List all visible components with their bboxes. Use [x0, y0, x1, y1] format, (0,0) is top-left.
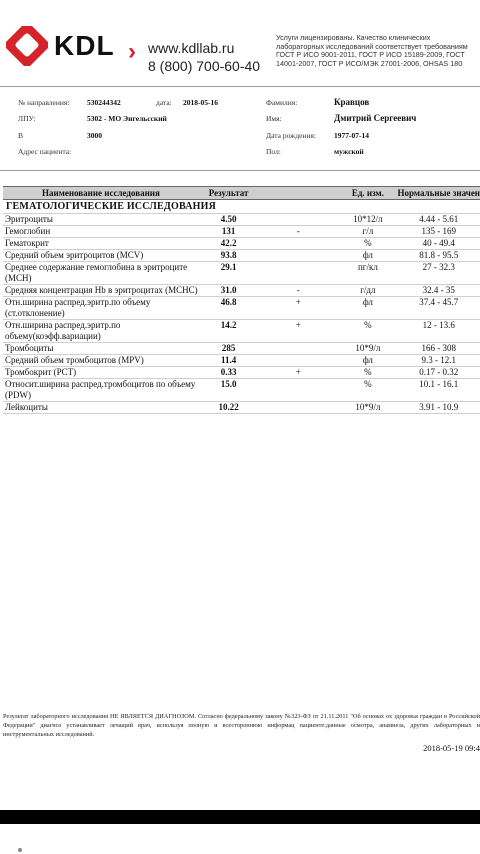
cell-norm: 135 - 169	[398, 226, 480, 238]
bottom-bar	[0, 810, 480, 824]
col-header-name: Наименование исследования	[3, 187, 199, 200]
logo-mark-icon	[6, 26, 48, 66]
table-row	[3, 343, 480, 355]
col-header-result: Результат	[199, 187, 258, 200]
dob-label: Дата рождения:	[266, 131, 317, 140]
table-row	[3, 285, 480, 297]
cell-unit: 10*9/л	[338, 343, 397, 355]
cell-flag	[258, 238, 338, 250]
col-header-norm: Нормальные значен	[397, 188, 480, 198]
sex-value: мужской	[334, 147, 364, 156]
cell-flag: -	[258, 226, 338, 238]
cell-result: 0.33	[199, 367, 258, 379]
cell-result: 42.2	[199, 238, 258, 250]
table-row	[3, 320, 480, 343]
cell-unit: фл	[338, 250, 397, 262]
cell-name: Тромбоциты	[3, 343, 199, 355]
cell-flag	[258, 355, 338, 367]
table-row	[3, 297, 480, 320]
date-label: дата:	[156, 98, 172, 107]
table-row	[3, 402, 480, 414]
cell-name: Тромбокрит (PCT)	[3, 367, 199, 379]
cell-unit: 10*9/л	[338, 402, 397, 414]
cell-flag	[258, 402, 338, 414]
col-header-unit: Ед. изм.	[338, 187, 397, 200]
table-row	[3, 355, 480, 367]
report-header	[0, 0, 480, 80]
cell-norm: 4.44 - 5.61	[398, 214, 480, 226]
cell-result: 131	[199, 226, 258, 238]
table-header-row	[3, 187, 480, 200]
cell-flag: +	[258, 320, 338, 343]
kdl-logo	[6, 26, 126, 66]
cell-name: Эритроциты	[3, 214, 199, 226]
disclaimer-text: Результат лабораторного исследования НЕ ЯВЛЯЕТСЯ ДИАГНОЗОМ. Согласно федеральному закону №323-ФЗ от 21.11.2011 "Об основах ох здоровья граждан в Российской Федерации" диагноз устанавливает лечащий врач, используя полную и всестороннюю информац пациенте:данные осмотра, анамнеза, других лабораторных и инструментальных исследований.	[3, 713, 480, 738]
cell-result: 10.22	[199, 402, 258, 414]
cell-flag: +	[258, 297, 338, 320]
cell-result: 285	[199, 343, 258, 355]
table-row	[3, 367, 480, 379]
cell-result: 31.0	[199, 285, 258, 297]
cell-norm: 81.8 - 95.5	[398, 250, 480, 262]
surname-value: Кравцов	[334, 97, 370, 107]
results-table	[3, 186, 480, 414]
cell-result: 14.2	[199, 320, 258, 343]
cell-unit: %	[338, 379, 397, 402]
logo-text: KDL	[54, 30, 115, 61]
cell-unit: %	[338, 320, 397, 343]
lpu-value: 5302 - МО Энгельсский	[87, 114, 167, 123]
referral-value: 530244342	[87, 98, 121, 107]
cell-result: 93.8	[199, 250, 258, 262]
cell-unit: %	[338, 238, 397, 250]
cell-unit: %	[338, 367, 397, 379]
cell-norm: 10.1 - 16.1	[398, 379, 480, 402]
cell-norm: 27 - 32.3	[398, 262, 480, 285]
cell-norm: 37.4 - 45.7	[398, 297, 480, 320]
table-row	[3, 379, 480, 402]
surname-label: Фамилия:	[266, 98, 298, 107]
cell-norm: 166 - 308	[398, 343, 480, 355]
dot-icon	[18, 848, 22, 852]
cell-norm: 0.17 - 0.32	[398, 367, 480, 379]
cell-flag: -	[258, 285, 338, 297]
cell-flag	[258, 343, 338, 355]
address-label: Адрес пациента:	[18, 147, 72, 156]
chevron-right-icon: ›	[128, 38, 136, 65]
cell-result: 29.1	[199, 262, 258, 285]
name-label: Имя:	[266, 114, 282, 123]
cell-flag	[258, 379, 338, 402]
report-datetime: 2018-05-19 09:4	[423, 743, 480, 753]
cell-name: Относит.ширина распред.тромбоцитов по объему (PDW)	[3, 379, 199, 402]
cell-name: Отн.ширина распред.эритр.по объему(коэфф.вариации)	[3, 320, 199, 343]
cell-norm: 40 - 49.4	[398, 238, 480, 250]
cell-name: Среднее содержание гемоглобина в эритроците (MCH)	[3, 262, 199, 285]
cell-unit: пг/кл	[338, 262, 397, 285]
cell-unit: г/л	[338, 226, 397, 238]
lpu-label: ЛПУ:	[18, 114, 36, 123]
col-header-flag	[258, 187, 338, 200]
cell-norm: 12 - 13.6	[398, 320, 480, 343]
section-row	[3, 200, 480, 214]
certification-text: Услуги лицензированы. Качество клинических лабораторных исследований соответствует требованиям ГОСТ Р ИСО 9001-2011, ГОСТ Р ИСО 15189-2009, ГОСТ 14001-2007, ГОСТ Р ИСО/МЭК 27001-2006, OHSAS 180	[276, 33, 468, 68]
cell-name: Лейкоциты	[3, 402, 199, 414]
cell-name: Средний объем эритроцитов (MCV)	[3, 250, 199, 262]
table-row	[3, 238, 480, 250]
table-row	[3, 262, 480, 285]
sex-label: Пол:	[266, 147, 281, 156]
table-row	[3, 226, 480, 238]
cell-unit: г/дл	[338, 285, 397, 297]
cell-unit: фл	[338, 355, 397, 367]
cell-result: 4.50	[199, 214, 258, 226]
name-value: Дмитрий Сергеевич	[334, 113, 417, 123]
date-value: 2018-05-16	[183, 98, 218, 107]
divider	[0, 170, 480, 171]
cell-name: Средний объем тромбоцитов (MPV)	[3, 355, 199, 367]
cell-norm: 9.3 - 12.1	[398, 355, 480, 367]
cell-result: 46.8	[199, 297, 258, 320]
cell-result: 15.0	[199, 379, 258, 402]
referral-label: № направления:	[18, 98, 70, 107]
phone-number: 8 (800) 700-60-40	[148, 58, 261, 74]
v-label: В	[18, 131, 24, 140]
cell-name: Средняя концентрация Hb в эритроцитах (MCHC)	[5, 285, 198, 295]
cell-flag	[258, 262, 338, 285]
cell-flag	[258, 214, 338, 226]
dob-value: 1977-07-14	[334, 131, 369, 140]
table-row	[3, 214, 480, 226]
table-row	[3, 250, 480, 262]
cell-name: Гематокрит	[3, 238, 199, 250]
divider	[0, 86, 480, 87]
site-url: www.kdllab.ru	[148, 40, 235, 56]
cell-unit: фл	[338, 297, 397, 320]
cell-norm: 3.91 - 10.9	[398, 402, 480, 414]
cell-result: 11.4	[199, 355, 258, 367]
cell-flag	[258, 250, 338, 262]
v-value: 3000	[87, 131, 102, 140]
cell-unit: 10*12/л	[338, 214, 397, 226]
cell-flag: +	[258, 367, 338, 379]
cell-name: Гемоглобин	[3, 226, 199, 238]
cell-name: Отн.ширина распред.эритр.по объему (ст.отклонение)	[3, 297, 199, 320]
section-title: ГЕМАТОЛОГИЧЕСКИЕ ИССЛЕДОВАНИЯ	[3, 200, 480, 214]
cell-norm: 32.4 - 35	[398, 285, 480, 297]
